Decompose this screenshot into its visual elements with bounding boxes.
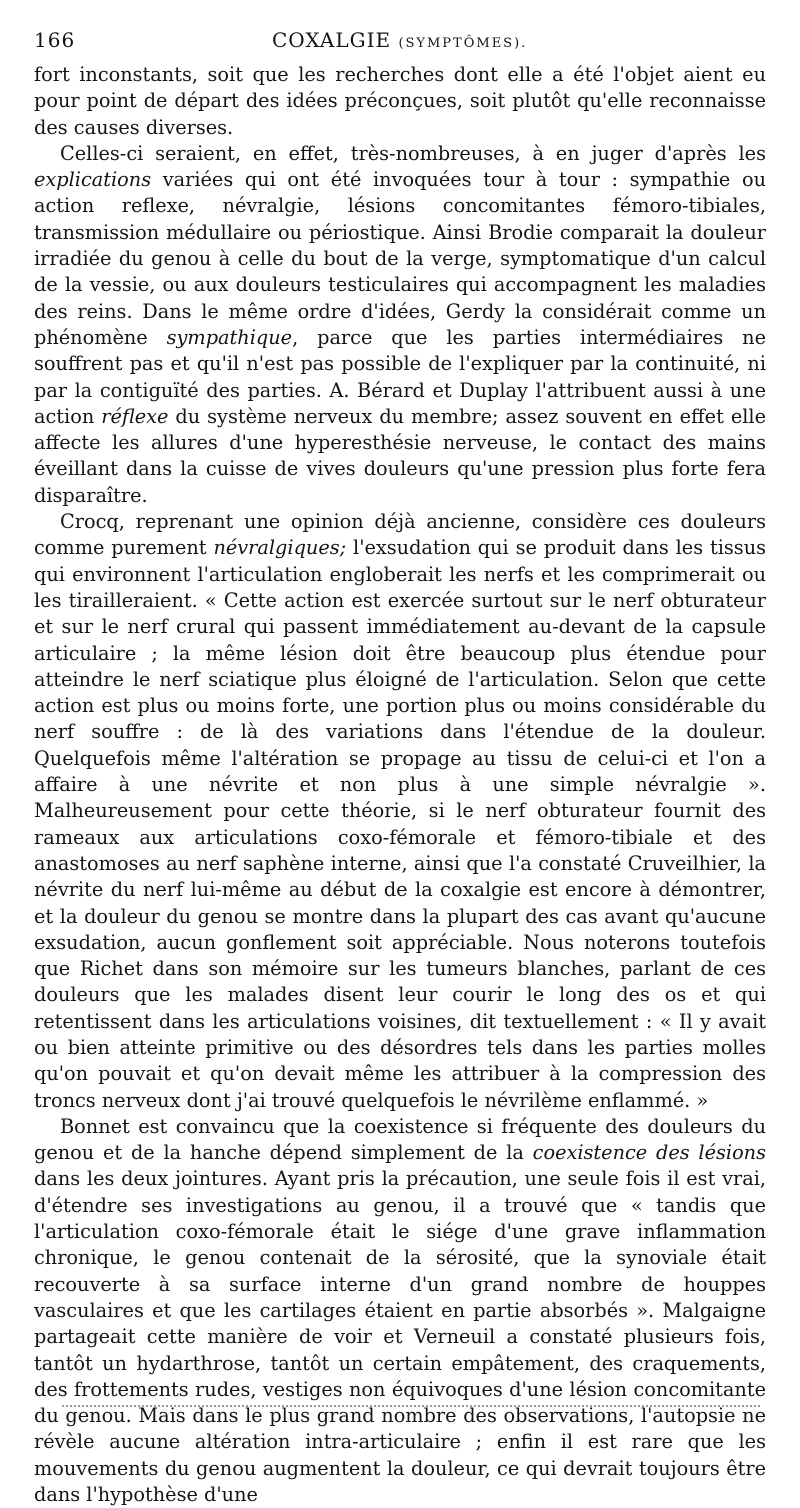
- paragraph-3-italic-1: névralgiques;: [213, 536, 347, 560]
- bottom-rule: [62, 1405, 760, 1407]
- paragraph-2-text-4: du système nerveux du membre; assez souvent en effet elle affecte les allures d'une hyperesthésie nerveuse, le contact des mains éveillant dans la cuisse de vives douleurs qu'une pression plus forte fera disparaître.: [34, 404, 766, 507]
- paragraph-4-italic-1: coexistence des lésions: [532, 1141, 766, 1165]
- paragraph-2-text-1: Celles-ci seraient, en effet, très-nombreuses, à en juger d'après les: [60, 141, 766, 165]
- paragraph-2-italic-2: sympathique: [166, 325, 293, 349]
- paragraph-3-text-2: l'exsudation qui se produit dans les tissus qui environnent l'articulation engloberait les nerfs et les comprimerait ou les tirailleraient. « Cette action est exercée surtout sur le nerf obturateur et sur le nerf crural qui passent immédiatement au-devant de la capsule articulaire ; la même lésion doit être beaucoup plus étendue pour atteindre le nerf sciatique plus éloigné de l'articulation. Selon que cette action est plus ou moins forte, une portion plus ou moins considérable du nerf souffre : de là des variations dans l'étendue de la douleur. Quelquefois même l'altération se propage au tissu de celui-ci et l'on a affaire à une névrite et non plus à une simple névralgie ». Malheureusement pour cette théorie, si le nerf obturateur fournit des rameaux aux articulations coxo-fémorale et fémoro-tibiale et des anastomoses au nerf saphène interne, ainsi que l'a constaté Cruveilhier, la névrite du nerf lui-même au début de la coxalgie est encore à démontrer, et la douleur du genou se montre dans la plupart des cas avant qu'aucune exsudation, aucun gonflement soit appréciable. Nous noterons toutefois que Richet dans son mémoire sur les tumeurs blanches, parlant de ces douleurs que les malades disent leur courir le long des os et qui retentissent dans les articulations voisines, dit textuellement : « Il y avait ou bien atteinte primitive ou des désordres tels dans les parties molles qu'on pouvait et qu'on devait même les attribuer à la compression des troncs nerveux dont j'ai trouvé quelquefois le névrilème enflammé. »: [34, 536, 767, 1112]
- paragraph-2-italic-3: réflexe: [101, 404, 169, 428]
- paragraph-2-text-2: variées qui ont été invoquées tour à tour : sympathie ou action reflexe, névralgie, lésions concomitantes fémoro-tibiales, transmission médullaire ou périostique. Ainsi Brodie comparait la douleur irradiée du genou à celle du bout de la verge, symptomatique d'un calcul de la vessie, ou aux douleurs testiculaires qui accompagnent les maladies des reins. Dans le même ordre d'idées, Gerdy la considérait comme un phénomène: [34, 168, 766, 349]
- paragraph-2-italic-1: explications: [34, 168, 152, 192]
- running-title: [272, 28, 527, 52]
- paragraph-1-text: fort inconstants, soit que les recherches dont elle a été l'objet aient eu pour point de départ des idées préconçues, soit plutôt qu'elle reconnaisse des causes diverses.: [34, 63, 766, 139]
- body-text: [34, 62, 766, 1508]
- running-title-subtitle: (SYMPTÔMES).: [398, 36, 528, 51]
- paragraph-2-text-3: , parce que les parties intermédiaires ne souffrent pas et qu'il n'est pas possible de l'expliquer par la continuité, ni par la contiguïté des parties. A. Bérard et Duplay l'attribuent aussi à une action: [34, 325, 766, 428]
- paragraph-1: [34, 62, 766, 141]
- paragraph-3-text-1: Crocq, reprenant une opinion déjà ancienne, considère ces douleurs comme purement: [34, 510, 766, 560]
- paragraph-4: [34, 1114, 766, 1508]
- page-number: 166: [34, 28, 76, 52]
- paragraph-2: [34, 141, 766, 509]
- paragraph-4-text-1: Bonnet est convaincu que la coexistence si fréquente des douleurs du genou et de la hanche dépend simplement de la: [34, 1114, 766, 1165]
- paragraph-4-text-2: dans les deux jointures. Ayant pris la précaution, une seule fois il est vrai, d'étendre ses investigations au genou, il a trouvé que « tandis que l'articulation coxo-fémorale était le siége d'une grave inflammation chronique, le genou contenait de la sérosité, que la synoviale était recouverte à sa surface interne d'un grand nombre de houppes vasculaires et que les cartilages étaient en partie absorbés ». Malgaigne partageait cette manière de voir et Verneuil a constaté plusieurs fois, tantôt un hydarthrose, tantôt un certain empâtement, des craquements, des frottements rudes, vestiges non équivoques d'une lésion concomitante du genou. Mais dans le plus grand nombre des observations, l'autopsie ne révèle aucune altération intra-articulaire ; enfin il est rare que les mouvements du genou augmentent la douleur, ce qui devrait toujours être dans l'hypothèse d'une: [34, 1167, 766, 1507]
- paragraph-3: [34, 509, 766, 1114]
- running-title-main: COXALGIE: [272, 28, 392, 52]
- running-header: [34, 28, 770, 54]
